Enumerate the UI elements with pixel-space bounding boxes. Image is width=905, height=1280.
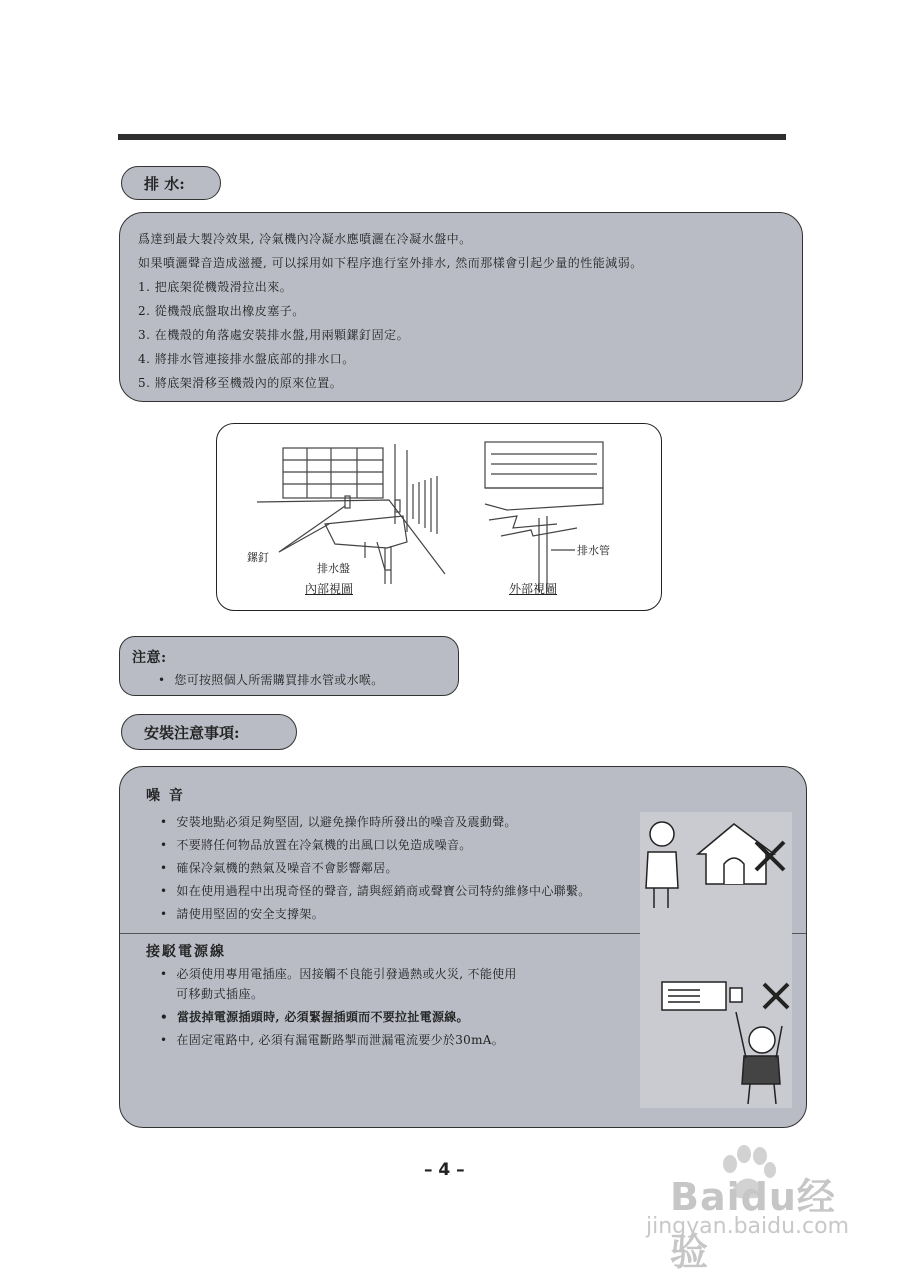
label-drain-pipe: 排水管	[577, 544, 610, 557]
caption-outer-view: 外部視圖	[509, 582, 558, 596]
drain-pan-figure	[216, 423, 662, 611]
drainage-heading	[121, 166, 221, 200]
noise-item: • 確保冷氣機的熱氣及噪音不會影響鄰居。	[160, 859, 398, 876]
install-title: 安裝注意事項:	[144, 723, 240, 742]
drainage-panel	[119, 212, 803, 402]
watermark-url: jingyan.baidu.com	[646, 1214, 850, 1239]
drainage-step: 3. 在機殼的角落處安裝排水盤,用兩顆鏍釘固定。	[138, 328, 410, 342]
noise-item: • 如在使用過程中出現奇怪的聲音, 請與經銷商或聲寶公司特約維修中心聯繫。	[160, 882, 591, 899]
top-rule	[118, 134, 786, 140]
safety-illustrations	[640, 812, 792, 1108]
drainage-title: 排 水:	[144, 174, 185, 193]
drainage-step: 2. 從機殼底盤取出橡皮塞子。	[138, 304, 305, 318]
noise-item: • 不要將任何物品放置在冷氣機的出風口以免造成噪音。	[160, 836, 472, 853]
noise-item: • 請使用堅固的安全支撐架。	[160, 905, 324, 922]
watermark-brand: Baidu经验	[670, 1175, 836, 1274]
note-title: 注意:	[132, 650, 167, 666]
label-drain-pan: 排水盤	[317, 562, 350, 575]
drainage-step: 5. 將底架滑移至機殼內的原來位置。	[138, 376, 343, 390]
drainage-intro-2: 如果噴灑聲音造成滋擾, 可以採用如下程序進行室外排水, 然而那樣會引起少量的性能減弱。	[138, 256, 643, 270]
label-screw: 鏍釘	[247, 551, 269, 564]
watermark	[622, 1150, 862, 1274]
power-item-continued: 可移動式插座。	[176, 987, 264, 1001]
drainage-step: 4. 將排水管連接排水盤底部的排水口。	[138, 352, 355, 366]
page-number: – 4 –	[424, 1160, 465, 1180]
power-item: • 當拔掉電源插頭時, 必須緊握插頭而不要拉扯電源線。	[160, 1008, 469, 1025]
drainage-step: 1. 把底架從機殼滑拉出來。	[138, 280, 293, 294]
drainage-intro-1: 爲達到最大製冷效果, 冷氣機內冷凝水應噴灑在冷凝水盤中。	[138, 232, 472, 246]
power-item: • 必須使用專用電插座。因接觸不良能引發過熱或火災, 不能使用	[160, 965, 517, 982]
drain-pan-illustration	[217, 424, 659, 608]
note-panel	[119, 636, 459, 696]
noise-title: 噪 音	[146, 788, 185, 804]
power-title: 接駁電源線	[146, 944, 226, 960]
power-item: • 在固定電路中, 必須有漏電斷路掣而泄漏電流要少於30mA。	[160, 1031, 504, 1048]
noise-and-power-illustration	[640, 812, 792, 1108]
caption-inner-view: 內部視圖	[305, 582, 354, 596]
note-text: • 您可按照個人所需購買排水管或水喉。	[158, 671, 384, 688]
noise-item: • 安裝地點必須足夠堅固, 以避免操作時所發出的噪音及震動聲。	[160, 813, 517, 830]
install-heading	[121, 714, 297, 750]
